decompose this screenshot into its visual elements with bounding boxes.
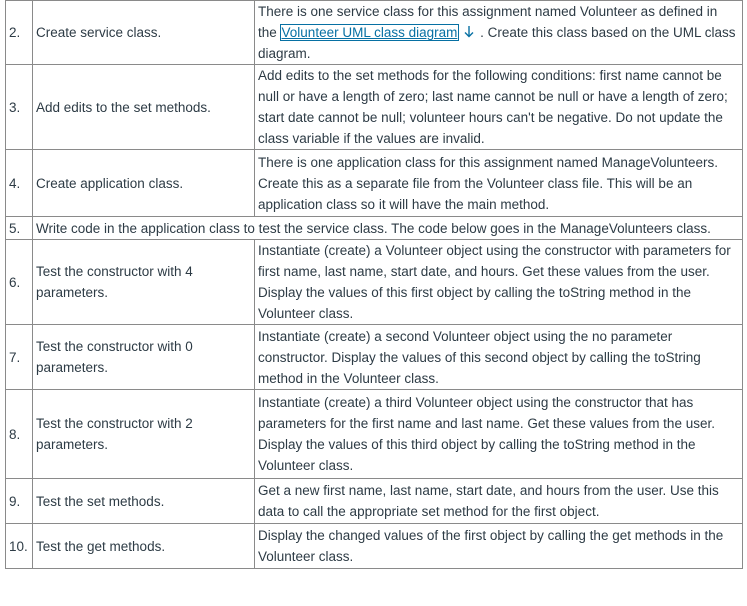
- step-label: Create application class.: [33, 150, 255, 217]
- table-row: [6, 150, 743, 217]
- table-row: [6, 65, 743, 150]
- step-label: Test the constructor with 0 parameters.: [33, 325, 255, 390]
- table-row: [6, 240, 743, 325]
- step-number: 9.: [6, 479, 33, 524]
- step-label: Add edits to the set methods.: [33, 65, 255, 150]
- table-row: [6, 325, 743, 390]
- step-label: Test the get methods.: [33, 524, 255, 569]
- step-number: 10.: [6, 524, 33, 569]
- step-full-description: Write code in the application class to test the service class. The code below goes in the ManageVolunteers class.: [33, 217, 743, 240]
- step-description: Instantiate (create) a third Volunteer object using the constructor that has parameters for the first name and last name. Get these values from the user. Display the values of this third object by calling the toString method in the Volunteer class.: [255, 390, 743, 479]
- step-description: Get a new first name, last name, start date, and hours from the user. Use this data to call the appropriate set method for the first object.: [255, 479, 743, 524]
- step-number: 4.: [6, 150, 33, 217]
- step-description: Instantiate (create) a Volunteer object using the constructor with parameters for first name, last name, start date, and hours. Get these values from the user. Display the values of this first object by calling the toString method in the Volunteer class.: [255, 240, 743, 325]
- table-row: [6, 217, 743, 240]
- step-number: 7.: [6, 325, 33, 390]
- uml-diagram-link[interactable]: Volunteer UML class diagram: [281, 25, 458, 40]
- step-label: Test the set methods.: [33, 479, 255, 524]
- table-row: [6, 1, 743, 65]
- step-number: 6.: [6, 240, 33, 325]
- step-description: Add edits to the set methods for the following conditions: first name cannot be null or have a length of zero; last name cannot be null or have a length of zero; start date cannot be null; volunteer hours can't be negative. Do not update the class variable if the values are invalid.: [255, 65, 743, 150]
- step-number: 8.: [6, 390, 33, 479]
- step-label: Test the constructor with 2 parameters.: [33, 390, 255, 479]
- step-number: 2.: [6, 1, 33, 65]
- step-description: Instantiate (create) a second Volunteer object using the no parameter constructor. Display the values of this second object by calling the toString method in the Volunteer class.: [255, 325, 743, 390]
- step-description-text: There is one service class for this assignment named Volunteer as defined in the: [258, 4, 718, 40]
- step-label: Test the constructor with 4 parameters.: [33, 240, 255, 325]
- step-description: Display the changed values of the first object by calling the get methods in the Volunteer class.: [255, 524, 743, 569]
- download-arrow-icon[interactable]: [462, 24, 476, 38]
- step-label: Create service class.: [33, 1, 255, 65]
- step-description-text: . Create this class based on the UML class diagram.: [258, 25, 736, 61]
- table-row: [6, 479, 743, 524]
- table-row: [6, 390, 743, 479]
- step-description: [255, 1, 743, 65]
- step-number: 5.: [6, 217, 33, 240]
- step-number: 3.: [6, 65, 33, 150]
- assignment-steps-table: [5, 0, 743, 569]
- step-description: There is one application class for this assignment named ManageVolunteers. Create this as a separate file from the Volunteer class file. This will be an application class so it will have the main method.: [255, 150, 743, 217]
- table-row: [6, 524, 743, 569]
